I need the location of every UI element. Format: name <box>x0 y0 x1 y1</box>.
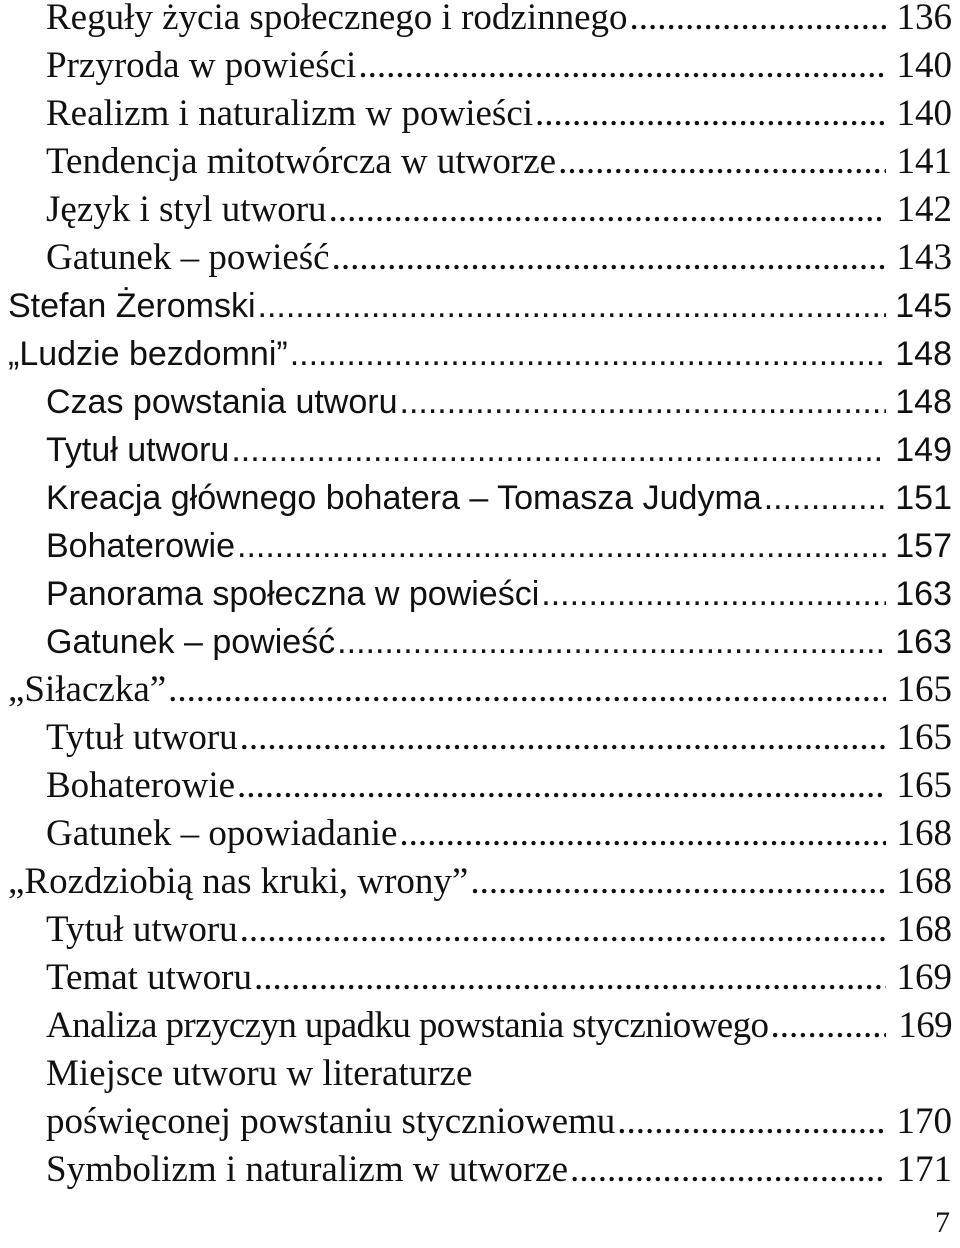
toc-entry-title: „Rozdziobią nas kruki, wrony” <box>8 861 469 902</box>
toc-entry-title: Bohaterowie <box>46 765 236 806</box>
dot-leader <box>630 0 886 42</box>
toc-entry <box>8 618 952 666</box>
toc-entry <box>8 954 952 1002</box>
dot-leader <box>258 282 886 330</box>
toc-entry-page: 136 <box>896 0 952 38</box>
dot-leader <box>535 90 886 138</box>
dot-leader <box>337 618 886 666</box>
toc-entry-page: 168 <box>896 813 952 854</box>
toc-entry-page: 168 <box>896 861 952 902</box>
toc-entry-title: Gatunek – powieść <box>46 237 330 278</box>
toc-entry-page: 140 <box>896 45 952 86</box>
toc-entry-title: Temat utworu <box>46 957 252 998</box>
dot-leader <box>399 810 886 858</box>
toc-entry-page: 148 <box>895 383 952 421</box>
toc-entry-page: 151 <box>895 479 952 517</box>
toc-entry <box>8 714 952 762</box>
dot-leader <box>168 666 886 714</box>
toc-entry-title: Panorama społeczna w powieści <box>46 575 540 613</box>
toc-entry-title: „Siłaczka” <box>8 669 167 710</box>
dot-leader <box>470 858 886 906</box>
dot-leader <box>290 330 886 378</box>
toc-entry-page: 140 <box>896 93 952 134</box>
dot-leader <box>570 1146 886 1194</box>
toc-entry <box>8 90 952 138</box>
toc-entry-title: Kreacja głównego bohatera – Tomasza Judyma <box>46 479 762 517</box>
toc-entry-author <box>8 282 952 330</box>
toc-entry-title: Tendencja mitotwórcza w utworze <box>46 141 557 182</box>
dot-leader <box>332 234 886 282</box>
toc-entry-title: Stefan Żeromski <box>8 287 256 325</box>
toc-entry-title: „Ludzie bezdomni” <box>8 335 288 373</box>
dot-leader <box>400 378 886 426</box>
toc-entry-work <box>8 330 952 378</box>
toc-entry-title: Reguły życia społecznego i rodzinnego <box>46 0 628 38</box>
toc-entry-title: Bohaterowie <box>46 527 236 565</box>
toc-entry-page: 149 <box>895 431 952 469</box>
toc-entry-title: Tytuł utworu <box>46 717 238 758</box>
toc-entry <box>8 906 952 954</box>
toc-entry-page: 145 <box>895 287 952 325</box>
dot-leader <box>764 474 886 522</box>
toc-entry <box>8 186 952 234</box>
toc-entry-title: Gatunek – opowiadanie <box>46 813 398 854</box>
toc-entry-page: 165 <box>896 669 952 710</box>
toc-entry <box>8 522 952 570</box>
toc-entry <box>8 0 952 42</box>
toc-entry-page: 141 <box>896 141 952 182</box>
dot-leader <box>240 714 886 762</box>
dot-leader <box>541 570 886 618</box>
toc-entry-page: 169 <box>898 1005 952 1046</box>
toc-entry-title: Realizm i naturalizm w powieści <box>46 93 534 134</box>
toc-entry <box>8 1098 952 1146</box>
toc-entry-title: Gatunek – powieść <box>46 623 336 661</box>
toc-entry-page: 142 <box>896 189 952 230</box>
toc-entry-title-line2: poświęconej powstaniu styczniowemu <box>46 1101 616 1142</box>
toc-entry <box>8 42 952 90</box>
dot-leader <box>254 954 886 1002</box>
toc-entry-work <box>8 858 952 906</box>
toc-entry-title: Tytuł utworu <box>46 431 230 469</box>
toc-entry <box>8 762 952 810</box>
toc-entry-title: Przyroda w powieści <box>46 45 357 86</box>
dot-leader <box>329 186 886 234</box>
toc-entry <box>8 474 952 522</box>
dot-leader <box>558 138 886 186</box>
toc-entry-page: 165 <box>896 765 952 806</box>
dot-leader <box>237 762 886 810</box>
toc-entry-work <box>8 666 952 714</box>
toc-entry-title-line1: Miejsce utworu w literaturze <box>46 1053 473 1094</box>
toc-entry <box>8 1146 952 1194</box>
dot-leader <box>358 42 886 90</box>
toc-entry-title: Analiza przyczyn upadku powstania styczniowego <box>46 1005 769 1046</box>
toc-entry-title: Symbolizm i naturalizm w utworze <box>46 1149 568 1190</box>
toc-entry-title: Język i styl utworu <box>46 189 327 230</box>
toc-entry <box>8 426 952 474</box>
toc-entry-page: 168 <box>896 909 952 950</box>
dot-leader <box>231 426 886 474</box>
toc-entry-page: 163 <box>895 623 952 661</box>
table-of-contents <box>8 0 952 1194</box>
toc-entry-page: 157 <box>895 527 952 565</box>
toc-entry <box>8 570 952 618</box>
toc-entry-page: 170 <box>896 1101 952 1142</box>
toc-entry <box>8 378 952 426</box>
toc-entry <box>8 138 952 186</box>
dot-leader <box>240 906 886 954</box>
toc-entry-page: 171 <box>896 1149 952 1190</box>
toc-entry-page: 148 <box>895 335 952 373</box>
page-number: 7 <box>935 1206 950 1239</box>
toc-entry <box>8 810 952 858</box>
dot-leader <box>617 1098 886 1146</box>
dot-leader <box>770 1002 886 1050</box>
toc-entry <box>8 1002 952 1050</box>
toc-entry-title: Czas powstania utworu <box>46 383 398 421</box>
toc-entry-page: 169 <box>896 957 952 998</box>
toc-entry-title: Tytuł utworu <box>46 909 238 950</box>
toc-entry-page: 143 <box>896 237 952 278</box>
toc-entry-page: 163 <box>895 575 952 613</box>
dot-leader <box>237 522 886 570</box>
toc-entry <box>8 234 952 282</box>
toc-entry-page: 165 <box>896 717 952 758</box>
